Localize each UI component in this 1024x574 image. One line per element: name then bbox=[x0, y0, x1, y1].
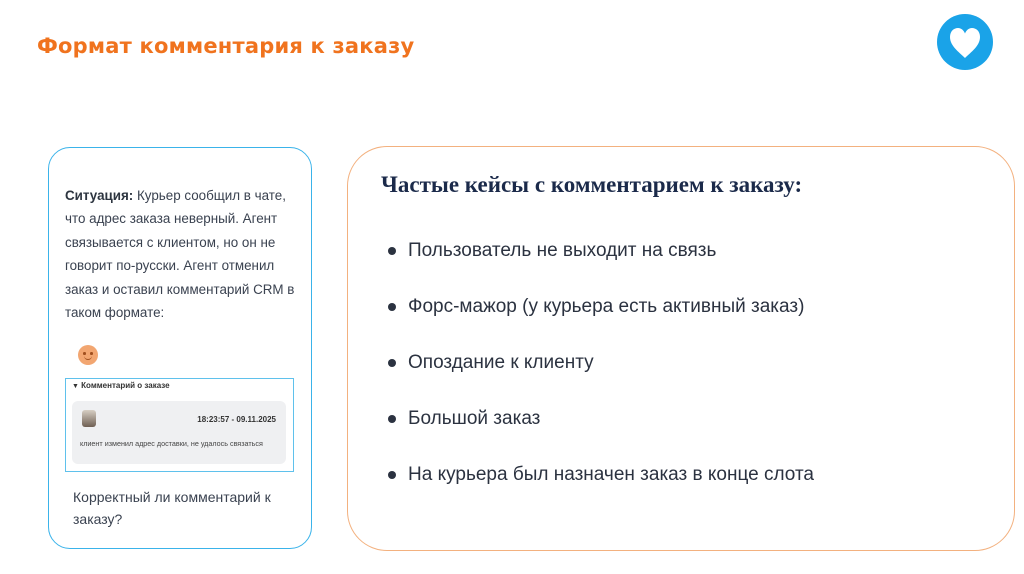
bullet-icon bbox=[388, 359, 396, 367]
brand-logo bbox=[937, 14, 993, 70]
list-item: Пользователь не выходит на связь bbox=[388, 237, 814, 293]
cases-title: Частые кейсы с комментарием к заказу: bbox=[381, 172, 803, 197]
situation-text bbox=[65, 184, 301, 324]
crm-comment-header: ▼ Комментарий о заказе bbox=[72, 381, 170, 390]
list-item: Большой заказ bbox=[388, 405, 814, 461]
cases-list bbox=[388, 237, 814, 517]
situation-label: Ситуация: bbox=[65, 188, 134, 203]
bullet-icon bbox=[388, 247, 396, 255]
crm-comment-card bbox=[72, 401, 286, 464]
heart-icon bbox=[937, 14, 993, 70]
cases-card bbox=[347, 146, 1015, 551]
list-item: На курьера был назначен заказ в конце слота bbox=[388, 461, 814, 517]
bullet-icon bbox=[388, 471, 396, 479]
bullet-icon bbox=[388, 303, 396, 311]
chevron-down-icon: ▼ bbox=[72, 383, 79, 390]
question-text: Корректный ли комментарий к заказу? bbox=[73, 489, 271, 527]
bullet-icon bbox=[388, 415, 396, 423]
crm-comment-screenshot bbox=[65, 378, 294, 472]
situation-body: Курьер сообщил в чате, что адрес заказа неверный. Агент связывается с клиентом, но он не говорит по-русски. Агент отменил заказ и оставил комментарий CRM в таком формате: bbox=[65, 188, 295, 321]
list-item: Форс-мажор (у курьера есть активный заказ) bbox=[388, 293, 814, 349]
crm-timestamp: 18:23:57 - 09.11.2025 bbox=[197, 415, 276, 424]
avatar bbox=[82, 410, 96, 427]
page-title: Формат комментария к заказу bbox=[37, 34, 415, 58]
smiley-icon bbox=[78, 345, 98, 365]
crm-comment-text: клиент изменил адрес доставки, не удалось связаться bbox=[80, 439, 263, 448]
situation-card bbox=[48, 147, 312, 549]
list-item: Опоздание к клиенту bbox=[388, 349, 814, 405]
